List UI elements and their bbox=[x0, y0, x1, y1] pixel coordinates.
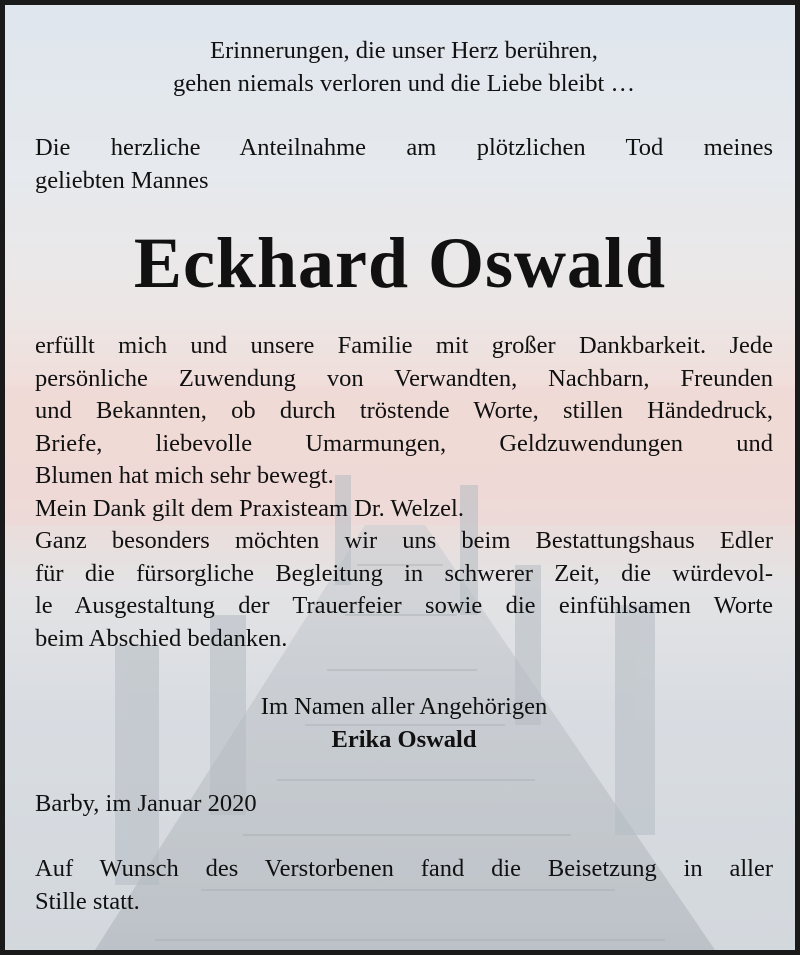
body-line: le Ausgestaltung der Trauerfeier sowie die einfühlsamen Worte bbox=[35, 592, 773, 619]
place-date-text: Barby, im Januar 2020 bbox=[35, 790, 257, 817]
thanks-paragraph bbox=[35, 330, 773, 655]
place-date bbox=[35, 788, 773, 821]
motto bbox=[35, 35, 773, 100]
intro-line-2: geliebten Mannes bbox=[35, 166, 209, 194]
body-line: persönliche Zuwendung von Verwandten, Nachbarn, Freunden bbox=[35, 364, 773, 392]
body-line: für die fürsorgliche Begleitung in schwerer Zeit, die würdevol- bbox=[35, 559, 773, 587]
body-line: erfüllt mich und unsere Familie mit großer Dankbarkeit. Jede bbox=[35, 332, 773, 359]
intro-paragraph bbox=[35, 132, 773, 197]
body-line: beim Abschied bedanken. bbox=[35, 624, 288, 652]
burial-note-line-2: Stille statt. bbox=[35, 887, 140, 915]
burial-note bbox=[35, 853, 773, 918]
motto-line-1: Erinnerungen, die unser Herz berühren, bbox=[210, 37, 598, 64]
body-line: Ganz besonders möchten wir uns beim Bestattungshaus Edler bbox=[35, 527, 773, 554]
deceased-name: Eckhard Oswald bbox=[133, 223, 667, 303]
body-line: Blumen hat mich sehr bewegt. bbox=[35, 462, 334, 489]
signature-block bbox=[35, 691, 773, 756]
burial-note-line-1: Auf Wunsch des Verstorbenen fand die Beisetzung in aller bbox=[35, 855, 773, 882]
intro-line-1: Die herzliche Anteilnahme am plötzlichen Tod meines bbox=[35, 134, 773, 161]
signer-name: Erika Oswald bbox=[331, 725, 477, 753]
body-line: und Bekannten, ob durch tröstende Worte, stillen Händedruck, bbox=[35, 397, 773, 424]
body-line: Mein Dank gilt dem Praxisteam Dr. Welzel. bbox=[35, 494, 464, 522]
on-behalf-text: Im Namen aller Angehörigen bbox=[260, 693, 548, 720]
body-line: Briefe, liebevolle Umarmungen, Geldzuwendungen und bbox=[35, 429, 773, 457]
motto-line-2: gehen niemals verloren und die Liebe bleibt … bbox=[173, 69, 635, 97]
